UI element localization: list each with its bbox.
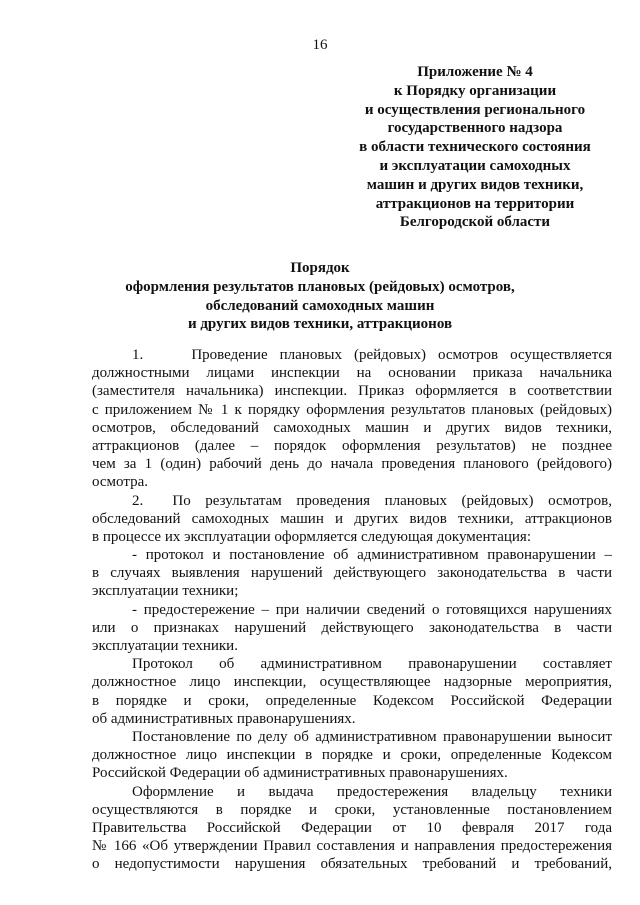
body-line: 2. По результатам проведения плановых (рейдовых) осмотров, — [132, 492, 612, 509]
body-line: осуществляются в порядке и сроки, установленные постановлением — [92, 801, 612, 818]
title-line: оформления результатов плановых (рейдовых) осмотров, — [125, 278, 515, 295]
body-line: 1. Проведение плановых (рейдовых) осмотров осуществляется — [132, 347, 612, 363]
document-body — [92, 346, 612, 873]
appendix-header — [352, 63, 598, 232]
body-line: Оформление и выдача предостережения владельцу техники — [132, 783, 612, 800]
body-line: (заместителя начальника) инспекции. Приказ оформляется в соответствии — [92, 383, 612, 400]
body-line: эксплуатации техники; — [92, 583, 239, 600]
body-line: Правительства Российской Федерации от 10 февраля 2017 года — [92, 819, 612, 836]
body-line: или о признаках нарушений действующего законодательства в части — [92, 619, 612, 636]
body-line: - предостережение – при наличии сведений о готовящихся нарушениях — [132, 601, 612, 618]
page-number: 16 — [312, 37, 328, 53]
title-line: и других видов техники, аттракционов — [187, 316, 453, 333]
body-line: чем за 1 (один) рабочий день до начала проведения планового (рейдового) — [92, 456, 612, 473]
body-line: эксплуатации техники. — [92, 638, 238, 654]
appendix-line: машин и других видов техники, — [366, 176, 584, 193]
body-line: с приложением № 1 к порядку оформления результатов плановых (рейдовых) — [92, 401, 612, 418]
appendix-line: государственного надзора — [387, 120, 563, 137]
body-line: об административных правонарушениях. — [92, 710, 356, 727]
body-line: аттракционов (далее – порядок оформления результатов) не позднее — [92, 437, 612, 454]
document-title — [40, 259, 600, 334]
appendix-line: в области технического состояния — [359, 139, 591, 156]
body-line: Российской Федерации об административных правонарушениях. — [92, 765, 508, 782]
title-line: обследований самоходных машин — [205, 297, 435, 314]
body-line: - протокол и постановление об административном правонарушении – — [132, 547, 612, 564]
appendix-line: к Порядку организации — [393, 82, 557, 99]
body-line: осмотра. — [92, 474, 148, 491]
appendix-line: Белгородской области — [399, 214, 551, 231]
body-line: должностными лицами инспекции на основании приказа начальника — [92, 365, 612, 382]
body-line: о недопустимости нарушения обязательных требований и требований, — [92, 856, 612, 873]
body-line: должностное лицо инспекции, осуществляющее надзорные мероприятия, — [92, 674, 612, 691]
body-line: должностное лицо инспекции в порядке и сроки, определенные Кодексом — [92, 747, 612, 764]
appendix-line: и эксплуатации самоходных — [379, 157, 571, 174]
appendix-line: аттракционов на территории — [375, 195, 575, 212]
appendix-line: и осуществления регионального — [364, 101, 586, 118]
appendix-line: Приложение № 4 — [417, 64, 533, 80]
body-line: Постановление по делу об административном правонарушении выносит — [132, 728, 612, 745]
body-line: в порядке и сроки, определенные Кодексом Российской Федерации — [92, 692, 612, 709]
body-line: № 166 «Об утверждении Правил составления и направления предостережения — [92, 838, 612, 855]
body-line: обследований самоходных машин и других видов техники, аттракционов — [92, 510, 612, 527]
title-heading: Порядок — [290, 260, 350, 276]
body-line: в случаях выявления нарушений действующего законодательства в части — [92, 565, 612, 582]
body-line: Протокол об административном правонарушении составляет — [132, 656, 612, 673]
body-line: в процессе их эксплуатации оформляется следующая документация: — [92, 528, 531, 545]
body-line: осмотров, обследований самоходных машин и других видов техники, — [92, 419, 612, 436]
